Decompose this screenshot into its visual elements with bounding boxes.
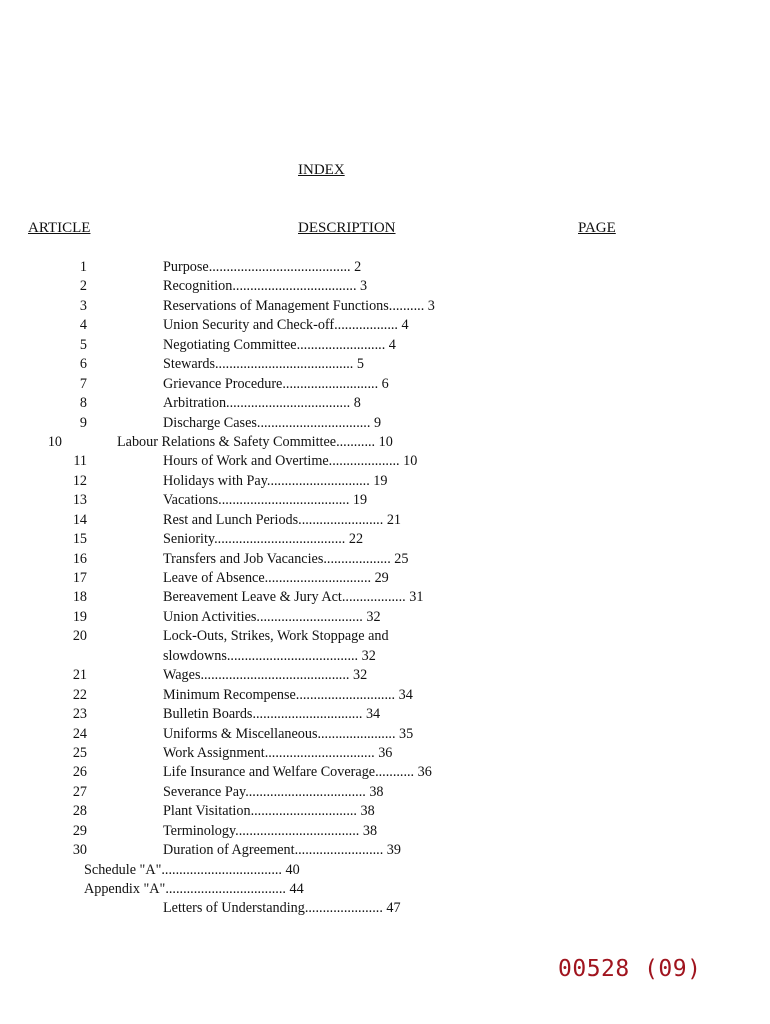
- index-row: [0, 588, 770, 607]
- letters-row: [0, 899, 770, 918]
- index-row: [0, 608, 770, 627]
- index-row: [0, 627, 770, 646]
- index-row: [0, 452, 770, 471]
- article-number: 8: [79, 395, 87, 412]
- entry-description: Wages.......................................... 32: [163, 667, 368, 684]
- entry-description: Work Assignment............................... 36: [163, 744, 393, 761]
- entry-description: Transfers and Job Vacancies................... 25: [163, 550, 409, 567]
- article-number: 10: [47, 433, 62, 450]
- index-row: [0, 725, 770, 744]
- index-row: [0, 744, 770, 763]
- index-row: [0, 336, 770, 355]
- entry-description: Seniority..................................... 22: [163, 531, 364, 548]
- index-row: [0, 297, 770, 316]
- entry-description: slowdowns..................................... 32: [163, 647, 376, 664]
- index-row: [0, 258, 770, 277]
- appendix-row: [0, 880, 770, 899]
- article-number: 14: [72, 511, 87, 528]
- page-column-header: PAGE: [578, 220, 616, 236]
- index-row: [0, 355, 770, 374]
- article-number: 26: [72, 764, 87, 781]
- index-row: [0, 666, 770, 685]
- article-number: 4: [79, 317, 87, 334]
- article-number: 11: [73, 453, 87, 470]
- index-row: [0, 686, 770, 705]
- index-row: [0, 511, 770, 530]
- entry-description: Recognition................................... 3: [163, 278, 368, 295]
- entry-description: Appendix "A".................................. 44: [84, 881, 304, 897]
- article-number: 23: [72, 706, 87, 723]
- entry-description: Stewards....................................... 5: [163, 356, 364, 373]
- index-row: [0, 394, 770, 413]
- article-number: 18: [72, 589, 87, 606]
- article-number: 25: [72, 744, 87, 761]
- index-table: [0, 258, 770, 919]
- entry-description: Leave of Absence.............................. 29: [163, 570, 389, 586]
- index-row: [0, 375, 770, 394]
- entry-description: Bereavement Leave & Jury Act.................. 31: [163, 589, 424, 606]
- article-number: 3: [79, 297, 87, 314]
- entry-description: Duration of Agreement......................... 39: [163, 842, 401, 859]
- schedule-row: [0, 861, 770, 880]
- article-number: 2: [79, 278, 87, 295]
- entry-description: Terminology................................... 38: [163, 822, 378, 839]
- article-number: 13: [72, 492, 87, 509]
- index-row: [0, 705, 770, 724]
- article-number: 30: [72, 842, 87, 859]
- article-number: 29: [72, 822, 87, 839]
- article-number: 21: [72, 667, 87, 684]
- entry-description: Negotiating Committee......................... 4: [163, 336, 396, 353]
- article-number: 6: [79, 356, 87, 373]
- article-number: 24: [72, 725, 87, 742]
- index-row: [0, 550, 770, 569]
- article-number: 28: [72, 803, 87, 820]
- article-number: 7: [79, 375, 87, 392]
- entry-description: Reservations of Management Functions.......... 3: [163, 297, 435, 314]
- entry-description: Arbitration................................... 8: [163, 395, 361, 412]
- article-number: 22: [72, 686, 87, 703]
- index-row: [0, 569, 770, 588]
- index-row: [0, 841, 770, 860]
- entry-description: Hours of Work and Overtime.................... 10: [163, 453, 418, 470]
- entry-description: Lock-Outs, Strikes, Work Stoppage and: [163, 628, 389, 645]
- index-row: [0, 530, 770, 549]
- article-number: 15: [72, 531, 87, 548]
- index-row: [0, 783, 770, 802]
- entry-description: Minimum Recompense............................ 34: [163, 686, 413, 703]
- article-number: 17: [72, 570, 87, 586]
- entry-description: Severance Pay.................................. 38: [163, 783, 384, 800]
- index-title: INDEX: [298, 162, 345, 178]
- article-column-header: ARTICLE: [28, 220, 91, 236]
- article-number: 27: [72, 783, 87, 800]
- entry-description: Grievance Procedure........................... 6: [163, 375, 389, 392]
- entry-description: Rest and Lunch Periods........................ 21: [163, 511, 402, 528]
- entry-description: Schedule "A".................................. 40: [84, 861, 300, 878]
- entry-description: Discharge Cases................................ 9: [163, 414, 382, 431]
- entry-description: Labour Relations & Safety Committee........... 10: [117, 433, 393, 450]
- article-number: 1: [79, 259, 87, 275]
- document-stamp: 00528 (09): [558, 956, 702, 982]
- entry-description: Uniforms & Miscellaneous...................... 35: [163, 725, 414, 742]
- index-row: [0, 802, 770, 821]
- index-row: [0, 316, 770, 335]
- article-number: 12: [72, 472, 87, 489]
- index-row: [0, 433, 770, 452]
- index-row: [0, 414, 770, 433]
- article-number: 19: [72, 608, 87, 625]
- entry-description: Union Activities.............................. 32: [163, 608, 381, 625]
- entry-description: Vacations..................................... 19: [163, 492, 368, 509]
- index-row: [0, 822, 770, 841]
- entry-description: Union Security and Check-off.................. 4: [163, 317, 409, 334]
- entry-description: Letters of Understanding...................... 47: [163, 900, 401, 917]
- description-column-header: DESCRIPTION: [298, 220, 396, 236]
- entry-description: Holidays with Pay............................. 19: [163, 472, 388, 489]
- article-number: 5: [79, 336, 87, 353]
- article-number: 20: [72, 628, 87, 645]
- article-number: 9: [79, 414, 87, 431]
- index-row: [0, 491, 770, 510]
- index-row-continuation: [0, 647, 770, 666]
- article-number: 16: [72, 550, 87, 567]
- entry-description: Plant Visitation.............................. 38: [163, 803, 375, 820]
- entry-description: Bulletin Boards............................... 34: [163, 706, 381, 723]
- index-row: [0, 472, 770, 491]
- entry-description: Purpose........................................ 2: [163, 259, 362, 275]
- index-row: [0, 763, 770, 782]
- entry-description: Life Insurance and Welfare Coverage........... 36: [163, 764, 432, 781]
- index-row: [0, 277, 770, 296]
